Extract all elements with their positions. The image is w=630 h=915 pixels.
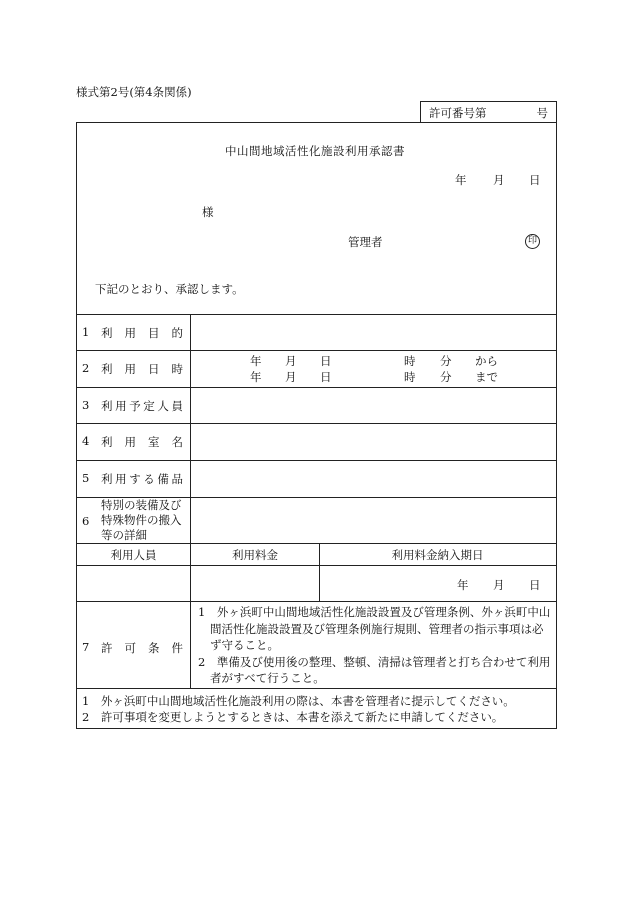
row-5-num: 5: [82, 471, 90, 485]
condition-item-1: 1 外ヶ浜町中山間地域活性化施設設置及び管理条例、外ヶ浜町中山間活性化施設設置及び管理条例施行規則、管理者の指示事項は必ず守ること。: [198, 605, 551, 652]
header-fee: 利用料金: [232, 548, 278, 562]
permit-number-box: [420, 101, 557, 123]
row-4-label: 利用室名: [101, 435, 183, 449]
row-6-label-line-2: 特殊物件の搬入: [101, 513, 182, 527]
permit-number-suffix: 号: [536, 106, 548, 120]
row-2-num: 2: [82, 361, 90, 375]
row-6-label-line-3: 等の詳細: [101, 528, 147, 542]
row-3-num: 3: [82, 398, 90, 412]
row-2-label: 利用日時: [101, 362, 183, 376]
condition-item-2: 2 準備及び使用後の整理、整頓、清掃は管理者と打ち合わせて利用者がすべて行うこと。: [198, 654, 551, 685]
row-6-num: 6: [82, 514, 90, 528]
header-users: 利用人員: [110, 548, 157, 562]
date-year: 年: [455, 173, 467, 187]
row-1-label: 利用目的: [101, 326, 183, 340]
row-6-label: [101, 498, 182, 543]
row-3-label: 利用予定人員: [101, 399, 183, 413]
row-5-label: 利用する備品: [101, 472, 183, 486]
row-4-num: 4: [82, 434, 90, 448]
manager-label: 管理者: [348, 235, 383, 249]
note-2: 2 許可事項を変更しようとするときは、本書を添えて新たに申請してください。: [82, 710, 504, 724]
conditions-list: [198, 604, 554, 687]
row-1-num: 1: [82, 325, 90, 339]
header-due-date: 利用料金納入期日: [391, 548, 484, 562]
due-year: 年: [457, 578, 469, 592]
seal-icon: 印: [525, 234, 540, 249]
date-month: 月: [493, 173, 505, 187]
row-7-label: 許可条件: [101, 641, 183, 655]
due-day: 日: [529, 578, 541, 592]
date-day: 日: [529, 173, 541, 187]
due-month: 月: [493, 578, 505, 592]
row-7-num: 7: [82, 640, 90, 654]
note-1: 1 外ヶ浜町中山間地域活性化施設利用の際は、本書を管理者に提示してください。: [82, 694, 515, 708]
form-label: 様式第2号(第4条関係): [76, 85, 192, 99]
permit-number-prefix: 許可番号第: [429, 106, 487, 120]
row-6-label-line-1: 特別の装備及び: [101, 498, 182, 512]
addressee-suffix: 様: [202, 205, 214, 219]
document-title: 中山間地域活性化施設利用承認書: [225, 144, 405, 158]
approval-statement: 下記のとおり、承認します。: [95, 282, 244, 296]
